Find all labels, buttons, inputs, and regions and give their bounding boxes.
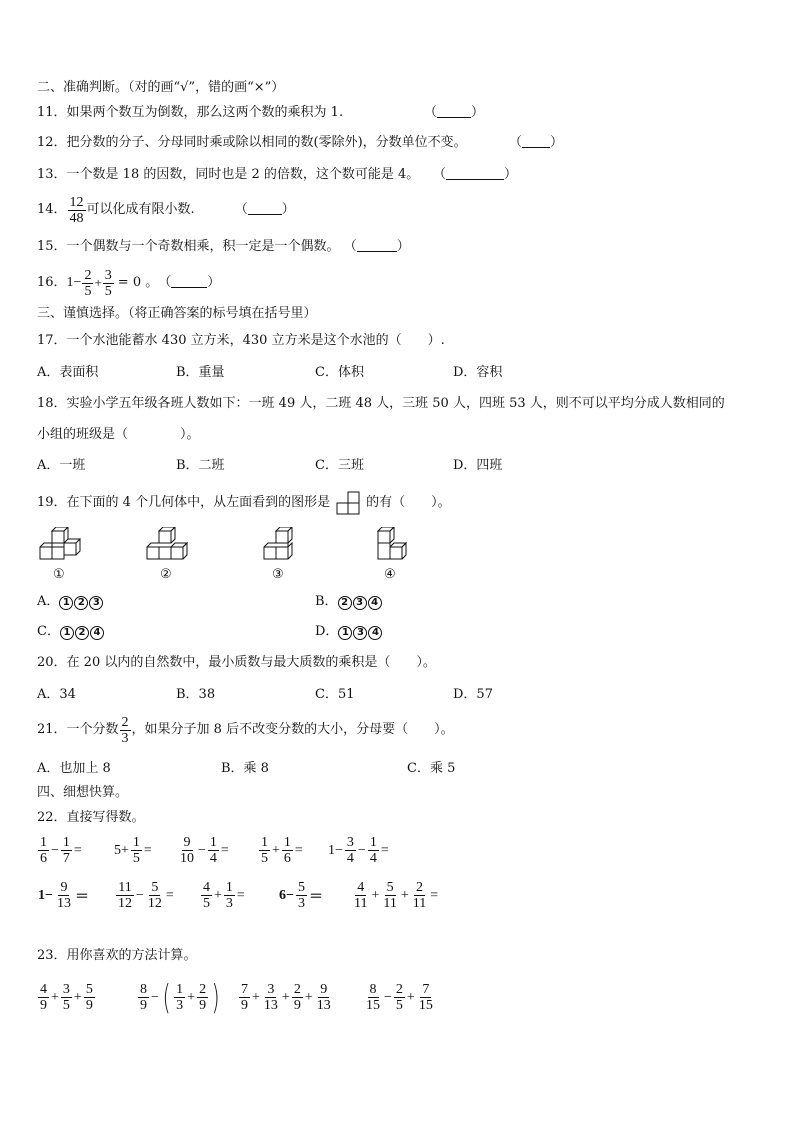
question-22-title: 22．直接写得数。 bbox=[37, 810, 145, 825]
operator: 5+ bbox=[114, 842, 129, 858]
section-2-title: 二、准确判断。（对的画“√”，错的画“×”） bbox=[37, 80, 285, 95]
calc-expression bbox=[37, 982, 96, 1013]
operator: − bbox=[151, 989, 159, 1005]
operator: + bbox=[73, 989, 82, 1005]
option-18-b[interactable]: B．二班 bbox=[176, 458, 225, 473]
option-21-a[interactable]: A．也加上 8 bbox=[37, 761, 111, 776]
option-17-c[interactable]: C．体积 bbox=[315, 365, 364, 380]
fraction: $\frac{1}{5}$ bbox=[132, 835, 140, 866]
fraction: $\frac{2}{11}$ bbox=[412, 880, 427, 911]
question-14-number: 14． bbox=[37, 202, 67, 217]
option-18-d[interactable]: D．四班 bbox=[453, 458, 503, 473]
question-21-text-a: 21．一个分数 bbox=[37, 722, 119, 737]
operator: + bbox=[272, 842, 280, 858]
operator: = bbox=[236, 887, 245, 903]
option-19-c[interactable]: C． 1 2 4 bbox=[37, 623, 105, 641]
operator: + bbox=[214, 887, 222, 903]
calc-expression bbox=[351, 880, 439, 911]
circled-number: 3 bbox=[353, 626, 367, 640]
calc-expression bbox=[363, 982, 436, 1013]
fraction: $\frac{9}{13}$ bbox=[316, 982, 331, 1013]
fraction-2-5: $\frac{2}{5}$ bbox=[84, 267, 92, 299]
fraction: $\frac{8}{9}$ bbox=[140, 982, 147, 1013]
question-21-text-b: ，如果分子加 8 后不改变分数的大小，分母要（ ）。 bbox=[131, 722, 454, 737]
operator: − bbox=[51, 842, 59, 858]
answer-paren-11: （ ） bbox=[424, 105, 485, 120]
question-11-text: 11．如果两个数互为倒数，那么这两个数的乘积为 1. bbox=[37, 105, 344, 120]
option-20-d[interactable]: D．57 bbox=[453, 687, 493, 702]
option-21-b[interactable]: B．乘 8 bbox=[221, 761, 269, 776]
operator: = bbox=[143, 842, 152, 858]
question-19-text-a: 19．在下面的 4 个几何体中，从左面看到的图形是 bbox=[37, 495, 331, 510]
circled-number: 4 bbox=[90, 626, 104, 640]
fraction: $\frac{9}{10}$ bbox=[180, 835, 194, 866]
operator: 6− bbox=[279, 887, 294, 903]
calc-expression bbox=[200, 880, 246, 911]
fraction: $\frac{5}{3}$ bbox=[297, 880, 305, 911]
option-18-a[interactable]: A．一班 bbox=[37, 458, 86, 473]
question-12-text: 12．把分数的分子、分母同时乘或除以相同的数(零除外)，分数单位不变。 bbox=[37, 135, 467, 150]
fraction: $\frac{5}{12}$ bbox=[147, 880, 162, 911]
operator: + bbox=[187, 989, 196, 1005]
fraction: $\frac{4}{11}$ bbox=[354, 880, 368, 911]
operator: − bbox=[136, 887, 144, 903]
question-16 bbox=[37, 266, 220, 300]
operator: = bbox=[73, 842, 82, 858]
solid-shape-2 bbox=[145, 527, 193, 563]
option-18-c[interactable]: C．三班 bbox=[315, 458, 364, 473]
fraction: $\frac{1}{6}$ bbox=[283, 835, 291, 866]
solid-shape-4 bbox=[376, 527, 416, 563]
fraction: $\frac{4}{9}$ bbox=[40, 982, 47, 1013]
circled-number: 3 bbox=[353, 596, 367, 610]
circled-number: 2 bbox=[338, 596, 352, 610]
operator: + bbox=[281, 989, 290, 1005]
calc-expression bbox=[258, 835, 304, 866]
question-15-text: 15．一个偶数与一个奇数相乘，积一定是一个偶数。 bbox=[37, 239, 340, 254]
operator: = bbox=[294, 842, 303, 858]
shape-label-2: ② bbox=[160, 567, 172, 582]
option-20-c[interactable]: C．51 bbox=[315, 687, 355, 702]
operator: + bbox=[400, 887, 409, 903]
section-4-title: 四、细想快算。 bbox=[37, 785, 129, 800]
circled-number: 1 bbox=[59, 596, 73, 610]
fraction: $\frac{4}{5}$ bbox=[203, 880, 210, 911]
option-17-d[interactable]: D．容积 bbox=[453, 365, 503, 380]
shape-label-4: ④ bbox=[384, 567, 396, 582]
question-15 bbox=[37, 238, 410, 256]
operator: + bbox=[51, 989, 59, 1005]
operator: + bbox=[252, 989, 260, 1005]
calc-expression bbox=[115, 880, 175, 911]
calc-expression bbox=[278, 880, 324, 911]
fraction: $\frac{3}{5}$ bbox=[62, 982, 70, 1013]
left-view-grid-icon bbox=[336, 491, 360, 515]
fraction: $\frac{1}{4}$ bbox=[209, 835, 217, 866]
fraction: $\frac{1}{3}$ bbox=[225, 880, 233, 911]
fraction-2-3: $\frac{2}{3}$ bbox=[121, 714, 129, 746]
option-17-a[interactable]: A．表面积 bbox=[37, 365, 99, 380]
answer-blank-12[interactable] bbox=[522, 134, 550, 148]
shape-label-3: ③ bbox=[272, 567, 284, 582]
question-17: 17．一个水池能蓄水 430 立方米，430 立方米是这个水池的（ ）. bbox=[37, 333, 445, 348]
fraction: $\frac{9}{13}$ bbox=[56, 880, 71, 911]
operator: 1− bbox=[38, 887, 53, 903]
question-21 bbox=[37, 713, 454, 747]
calc-expression bbox=[327, 835, 390, 866]
fraction-3-5: $\frac{3}{5}$ bbox=[104, 267, 112, 299]
question-20: 20．在 20 以内的自然数中，最小质数与最大质数的乘积是（ ）。 bbox=[37, 655, 436, 670]
answer-paren-14: （ ） bbox=[234, 202, 295, 217]
operator: 1− bbox=[328, 842, 343, 858]
question-19-text-b: 的有（ ）。 bbox=[366, 495, 451, 510]
operator: ＝ bbox=[308, 889, 323, 905]
fraction: $\frac{1}{6}$ bbox=[40, 835, 47, 866]
fraction: $\frac{3}{4}$ bbox=[346, 835, 354, 866]
calc-expression bbox=[113, 835, 153, 866]
answer-blank-15[interactable] bbox=[357, 238, 397, 252]
calc-expression bbox=[238, 982, 334, 1013]
fraction: $\frac{8}{15}$ bbox=[366, 982, 380, 1013]
fraction: $\frac{2}{9}$ bbox=[199, 982, 207, 1013]
option-21-c[interactable]: C．乘 5 bbox=[407, 761, 456, 776]
section-3-title: 三、谨慎选择。（将正确答案的标号填在括号里） bbox=[37, 306, 317, 321]
fraction: $\frac{1}{7}$ bbox=[62, 835, 70, 866]
question-18-cont: 小组的班级是（ ）。 bbox=[37, 427, 200, 442]
big-paren: ) bbox=[211, 977, 220, 1018]
operator: ＝ bbox=[74, 889, 89, 905]
fraction: $\frac{5}{9}$ bbox=[85, 982, 93, 1013]
option-20-b[interactable]: B．38 bbox=[176, 687, 216, 702]
operator: − bbox=[357, 842, 366, 858]
calc-expression bbox=[137, 977, 222, 1018]
question-16-lead: 1− bbox=[66, 275, 82, 290]
circled-number: 3 bbox=[89, 596, 103, 610]
answer-blank-11[interactable] bbox=[437, 104, 471, 118]
circled-number: 4 bbox=[368, 626, 382, 640]
operator: + bbox=[304, 989, 313, 1005]
operator: − bbox=[198, 842, 206, 858]
operator: + bbox=[371, 887, 380, 903]
question-16-tail: = 0 。 bbox=[117, 275, 159, 290]
question-19 bbox=[37, 488, 451, 518]
circled-number: 1 bbox=[338, 626, 352, 640]
operator: − bbox=[384, 989, 392, 1005]
question-16-plus: + bbox=[94, 275, 102, 290]
circled-number: 2 bbox=[74, 596, 88, 610]
fraction: $\frac{7}{15}$ bbox=[418, 982, 433, 1013]
fraction: $\frac{7}{9}$ bbox=[241, 982, 248, 1013]
solid-shape-3 bbox=[262, 527, 302, 563]
option-19-b[interactable]: B． 2 3 4 bbox=[315, 593, 383, 611]
fraction: $\frac{1}{3}$ bbox=[176, 982, 184, 1013]
fraction: $\frac{2}{9}$ bbox=[293, 982, 301, 1013]
fraction: $\frac{1}{4}$ bbox=[369, 835, 377, 866]
answer-paren-13: （ ） bbox=[433, 167, 518, 182]
shape-label-1: ① bbox=[53, 567, 65, 582]
calc-expression bbox=[177, 835, 230, 866]
answer-paren-16: （ ） bbox=[158, 275, 221, 290]
answer-blank-14[interactable] bbox=[248, 201, 282, 215]
circled-number: 1 bbox=[60, 626, 74, 640]
operator: = bbox=[165, 887, 174, 903]
big-paren: ( bbox=[162, 977, 171, 1018]
operator: = bbox=[220, 842, 229, 858]
answer-blank-16[interactable] bbox=[171, 274, 207, 288]
question-18: 18．实验小学五年级各班人数如下：一班 49 人，二班 48 人，三班 50 人，四班 53 人，则不可以平均分成人数相同的 bbox=[37, 396, 725, 411]
answer-paren-15: （ ） bbox=[343, 239, 410, 254]
question-12 bbox=[37, 134, 564, 152]
fraction: $\frac{2}{5}$ bbox=[395, 982, 403, 1013]
question-11 bbox=[37, 104, 485, 122]
answer-paren-12: （ ） bbox=[509, 135, 564, 150]
question-16-number: 16． bbox=[37, 275, 67, 290]
operator: = bbox=[430, 887, 439, 903]
circled-number: 2 bbox=[75, 626, 89, 640]
fraction: $\frac{5}{11}$ bbox=[383, 880, 397, 911]
calc-expression bbox=[37, 835, 83, 866]
solid-shape-1 bbox=[38, 527, 86, 563]
answer-blank-13[interactable] bbox=[446, 166, 504, 180]
option-19-a[interactable]: A． 1 2 3 bbox=[37, 593, 104, 611]
question-14-text: 可以化成有限小数. bbox=[86, 202, 195, 217]
question-14 bbox=[37, 193, 295, 227]
circled-number: 4 bbox=[368, 596, 382, 610]
question-23-title: 23．用你喜欢的方法计算。 bbox=[37, 948, 197, 963]
option-20-a[interactable]: A．34 bbox=[37, 687, 76, 702]
fraction: $\frac{11}{12}$ bbox=[118, 880, 132, 911]
option-19-d[interactable]: D． 1 3 4 bbox=[315, 623, 383, 641]
operator: = bbox=[380, 842, 389, 858]
calc-expression bbox=[37, 880, 90, 911]
fraction: $\frac{3}{13}$ bbox=[263, 982, 278, 1013]
question-13-text: 13．一个数是 18 的因数，同时也是 2 的倍数，这个数可能是 4。 bbox=[37, 167, 420, 182]
question-13 bbox=[37, 166, 518, 184]
fraction-12-48: $\frac{12}{48}$ bbox=[69, 194, 84, 226]
option-17-b[interactable]: B．重量 bbox=[176, 365, 225, 380]
fraction: $\frac{1}{5}$ bbox=[261, 835, 268, 866]
operator: + bbox=[406, 989, 415, 1005]
